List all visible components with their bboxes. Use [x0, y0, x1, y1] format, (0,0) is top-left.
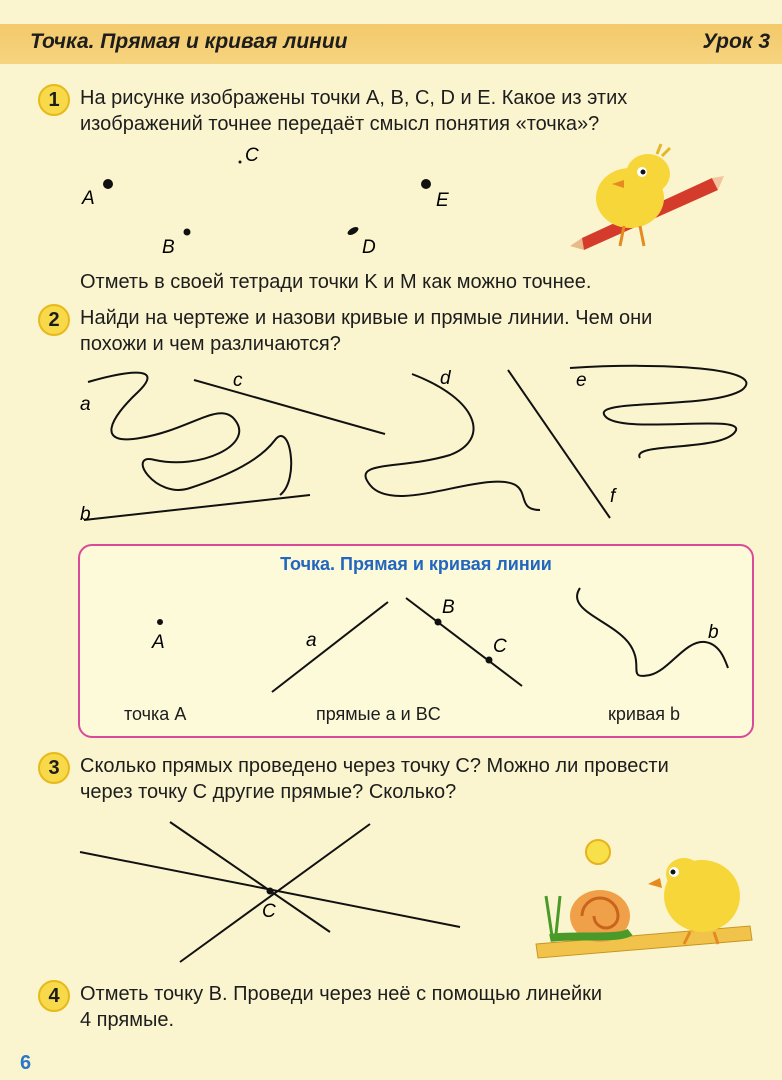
- task-1-points: [60, 140, 500, 265]
- box-point-c: [486, 657, 493, 664]
- label-point-c: C: [262, 901, 276, 922]
- line-down: [170, 822, 330, 932]
- label-line-d: d: [440, 368, 451, 389]
- point-a: [103, 179, 113, 189]
- line-c: [194, 380, 385, 434]
- label-d: D: [362, 237, 376, 258]
- task-2-line-2: похожи и чем различаются?: [80, 333, 341, 355]
- point-c-intersection: [267, 888, 274, 895]
- box-label-a: A: [152, 632, 165, 653]
- task-4-line-1: Отметь точку B. Проведи через неё с помощью линейки: [80, 983, 603, 1005]
- snail-chick-illustration: [530, 826, 760, 961]
- point-c: [239, 161, 242, 164]
- task-1-line-1: На рисунке изображены точки A, B, C, D и E. Какое из этих: [80, 87, 628, 109]
- task-2-lines-drawing: [70, 360, 770, 530]
- caption-point: точка A: [124, 704, 187, 724]
- label-c: C: [245, 145, 259, 166]
- box-line-a: [272, 602, 388, 692]
- task-3-lines-drawing: [70, 812, 480, 972]
- task-3-line-1: Сколько прямых проведено через точку C? Можно ли провести: [80, 755, 669, 777]
- curve-e: [570, 366, 746, 458]
- page-number: 6: [20, 1052, 32, 1074]
- box-curve-b: [577, 588, 728, 676]
- box-point-b: [435, 619, 442, 626]
- task-1-number: 1: [38, 84, 70, 116]
- task-3-line-2: через точку C другие прямые? Сколько?: [80, 781, 457, 803]
- box-label-b: B: [442, 597, 455, 618]
- label-e: E: [436, 190, 449, 211]
- curve-a: [88, 373, 291, 495]
- caption-lines: прямые a и BC: [316, 704, 441, 724]
- chick-with-pencil-illustration: [562, 142, 742, 257]
- label-line-f: f: [610, 486, 616, 507]
- label-a: A: [82, 188, 95, 209]
- box-label-line-a: a: [306, 630, 317, 651]
- definition-box-title: Точка. Прямая и кривая линии: [280, 554, 552, 574]
- definition-drawing: [80, 580, 750, 700]
- task-1-instruction: Отметь в своей тетради точки K и M как можно точнее.: [80, 271, 592, 293]
- box-point-a: [157, 619, 163, 625]
- box-label-c: C: [493, 636, 507, 657]
- task-3-number: 3: [38, 752, 70, 784]
- label-line-b: b: [80, 504, 91, 525]
- task-1-line-2: изображений точнее передаёт смысл понятия «точка»?: [80, 113, 600, 135]
- line-up: [180, 824, 370, 962]
- label-line-e: e: [576, 370, 587, 391]
- label-line-c: c: [233, 370, 243, 391]
- task-2-number: 2: [38, 304, 70, 336]
- task-2-line-1: Найди на чертеже и назови кривые и прямые линии. Чем они: [80, 307, 653, 329]
- box-label-curve-b: b: [708, 622, 719, 643]
- curve-d: [365, 374, 540, 510]
- label-line-a: a: [80, 394, 91, 415]
- point-e: [421, 179, 431, 189]
- task-4-line-2: 4 прямые.: [80, 1009, 175, 1031]
- label-b: B: [162, 237, 175, 258]
- line-b: [84, 495, 310, 520]
- point-b: [184, 229, 191, 236]
- page-title: Точка. Прямая и кривая линии: [30, 30, 348, 53]
- caption-curve: кривая b: [608, 704, 681, 724]
- task-4-number: 4: [38, 980, 70, 1012]
- lesson-label: Урок 3: [702, 30, 770, 53]
- point-d: [346, 225, 359, 236]
